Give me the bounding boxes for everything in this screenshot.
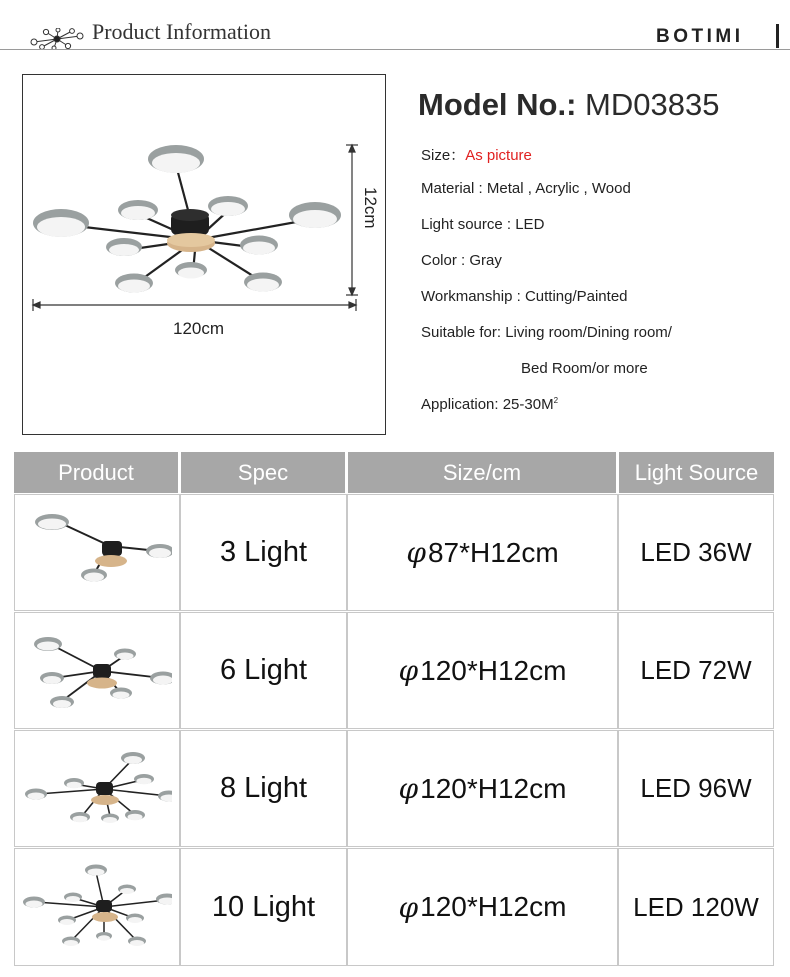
- size-cell: [347, 848, 618, 966]
- chandelier-drawing: [23, 75, 385, 434]
- light-source-cell: LED 36W: [618, 494, 774, 611]
- header-spec: Spec: [181, 452, 345, 493]
- spec-label: Application:: [421, 396, 503, 413]
- lamp-disc: [208, 196, 248, 216]
- size-cell: [347, 612, 618, 729]
- lamp-10-light-image: [22, 862, 172, 952]
- brand-bar: [776, 24, 779, 48]
- size-value: 120*H12cm: [420, 772, 567, 804]
- spec-value: Cutting/Painted: [524, 288, 628, 305]
- table-header: [14, 452, 774, 493]
- spec-material: [421, 180, 631, 197]
- table-row: [14, 730, 774, 847]
- model-value: MD03835: [585, 87, 720, 122]
- spec-label: Size：: [421, 147, 466, 164]
- diameter-symbol: φ: [398, 772, 419, 805]
- spec-cell: 3 Light: [180, 494, 347, 611]
- specifications-panel: [418, 82, 788, 128]
- lamp-8-light-image: [22, 744, 172, 834]
- size-value: 87*H12cm: [427, 536, 559, 568]
- lamp-disc: [118, 200, 158, 220]
- spec-label: Material :: [421, 180, 487, 197]
- spec-light-source: [421, 216, 544, 233]
- spec-superscript: 2: [553, 396, 559, 405]
- model-label: Model No.:: [418, 87, 577, 122]
- spec-cell: 8 Light: [180, 730, 347, 847]
- table-row: [14, 848, 774, 966]
- spec-value: Gray: [469, 252, 502, 269]
- spec-value: Bed Room/or more: [521, 360, 648, 377]
- lamp-disc: [244, 273, 282, 292]
- lamp-disc: [175, 262, 207, 279]
- lamp-3-light-image: [22, 508, 172, 598]
- spec-label: Suitable for:: [421, 324, 506, 341]
- spec-suitable-for: [421, 324, 672, 341]
- lamp-6-light-image: [22, 626, 172, 716]
- lamp-disc: [148, 145, 204, 173]
- spec-value: Metal , Acrylic , Wood: [486, 180, 631, 197]
- table-row: [14, 612, 774, 729]
- spec-suitable-for-cont: [521, 360, 648, 377]
- lamp-disc: [240, 236, 278, 255]
- product-dimension-diagram: [22, 74, 386, 435]
- header-divider: [0, 49, 790, 50]
- spec-workmanship: [421, 288, 628, 305]
- section-title: Product Information: [92, 19, 272, 44]
- spec-cell: 10 Light: [180, 848, 347, 966]
- brand-logo: BOTIMI: [656, 26, 744, 47]
- spec-application: [421, 396, 558, 413]
- spec-cell: 6 Light: [180, 612, 347, 729]
- table-row: [14, 494, 774, 611]
- spec-value: 25-30M: [502, 396, 554, 413]
- spec-label: Workmanship :: [421, 288, 525, 305]
- size-cell: [347, 730, 618, 847]
- width-dimension-line: [33, 299, 356, 311]
- lamp-disc: [106, 238, 142, 256]
- light-source-cell: LED 120W: [618, 848, 774, 966]
- lamp-disc: [33, 209, 89, 237]
- diameter-symbol: φ: [398, 890, 419, 924]
- diameter-symbol: φ: [398, 654, 419, 687]
- height-dimension-line: [346, 145, 358, 295]
- spec-label: Light source :: [421, 216, 516, 233]
- size-value: 120*H12cm: [420, 891, 567, 922]
- lamp-disc: [289, 202, 341, 228]
- spec-label: Color :: [421, 252, 470, 269]
- spec-size: [421, 144, 532, 165]
- light-source-cell: LED 72W: [618, 612, 774, 729]
- chandelier-logo-icon: [28, 28, 86, 50]
- height-label: 12cm: [361, 187, 380, 229]
- size-cell: [347, 494, 618, 611]
- light-source-cell: LED 96W: [618, 730, 774, 847]
- spec-value: As picture: [465, 147, 532, 164]
- page-header: [0, 0, 790, 56]
- width-label: 120cm: [173, 319, 225, 338]
- product-thumbnail-cell: [14, 848, 180, 966]
- product-thumbnail-cell: [14, 612, 180, 729]
- spec-value: Living room/Dining room/: [505, 324, 672, 341]
- spec-value: LED: [515, 216, 545, 233]
- product-thumbnail-cell: [14, 494, 180, 611]
- product-thumbnail-cell: [14, 730, 180, 847]
- spec-color: [421, 252, 502, 269]
- size-value: 120*H12cm: [420, 654, 567, 686]
- model-number: [418, 82, 788, 128]
- header-size: Size/cm: [348, 452, 616, 493]
- header-light-source: Light Source: [619, 452, 774, 493]
- header-product: Product: [14, 452, 178, 493]
- lamp-disc: [115, 274, 153, 293]
- diameter-symbol: φ: [406, 536, 426, 569]
